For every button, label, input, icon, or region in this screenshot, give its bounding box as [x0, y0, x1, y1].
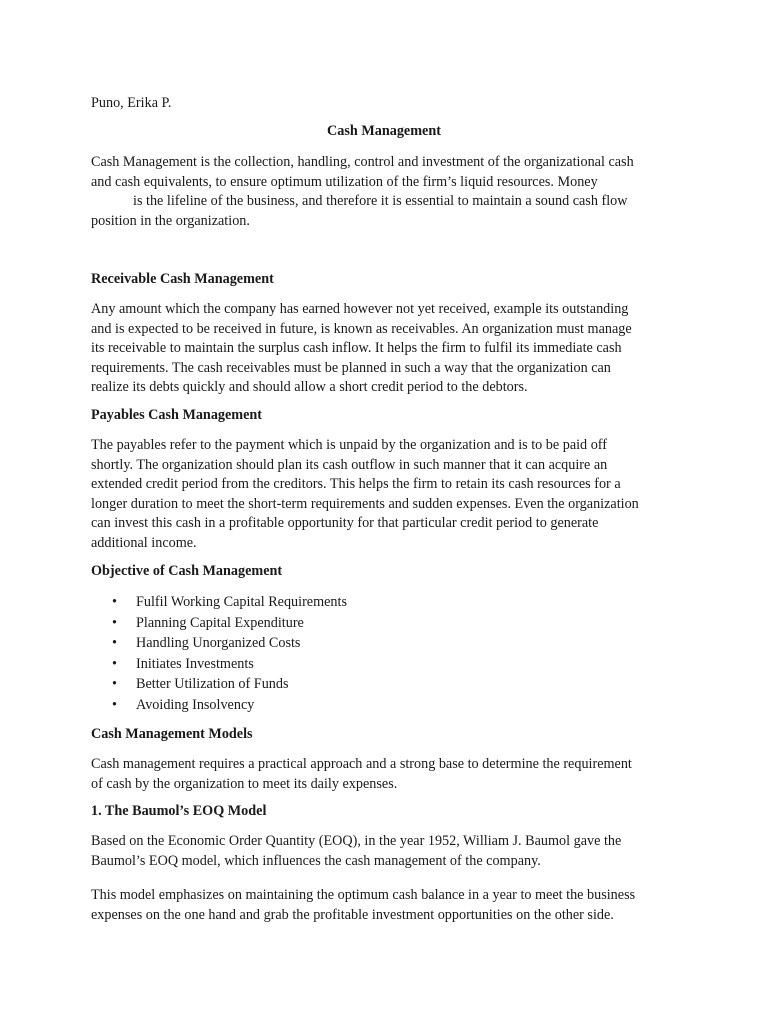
text-line: shortly. The organization should plan its cash outflow in such manner that it can acquire an: [91, 456, 608, 473]
section-heading-receivable: Receivable Cash Management: [91, 271, 274, 287]
bullet-icon: •: [112, 594, 117, 610]
section-heading-models: Cash Management Models: [91, 726, 253, 742]
payables-paragraph: [91, 436, 681, 553]
text-line: Baumol’s EOQ model, which influences the cash management of the company.: [91, 852, 541, 869]
text-line: its receivable to maintain the surplus cash inflow. It helps the firm to fulfil its immediate cash: [91, 340, 622, 356]
list-item: [91, 592, 681, 613]
text-line: Any amount which the company has earned however not yet received, example its outstanding: [91, 301, 629, 317]
text-line: Cash management requires a practical approach and a strong base to determine the requirement: [91, 756, 632, 772]
section-heading-payables: Payables Cash Management: [91, 407, 263, 423]
receivable-paragraph: [91, 300, 681, 398]
list-item: [91, 674, 681, 695]
text-line: expenses on the one hand and grab the profitable investment opportunities on the other side.: [91, 906, 614, 923]
list-item: [91, 613, 681, 634]
list-item: [91, 633, 681, 654]
author-name: Puno, Erika P.: [91, 95, 172, 111]
bullet-icon: •: [112, 676, 117, 692]
intro-paragraph: [91, 153, 681, 231]
text-line: [91, 192, 681, 212]
text-line: can invest this cash in a profitable opportunity for that particular credit period to generate: [91, 515, 599, 531]
bullet-icon: •: [112, 655, 117, 672]
list-item-label: Planning Capital Expenditure: [136, 614, 304, 631]
text-line: Cash Management is the collection, handling, control and investment of the organizational cash: [91, 154, 634, 170]
text-line-content: is the lifeline of the business, and therefore it is essential to maintain a sound cash flow: [133, 193, 628, 209]
section-heading-objective: Objective of Cash Management: [91, 563, 283, 579]
models-paragraph: [91, 755, 681, 794]
objective-list: [91, 592, 681, 715]
bullet-icon: •: [112, 614, 117, 631]
text-line: extended credit period from the creditors. This helps the firm to retain its cash resources for a: [91, 476, 621, 492]
document-title: Cash Management: [327, 123, 441, 139]
text-line: additional income.: [91, 534, 197, 551]
list-item-label: Better Utilization of Funds: [136, 676, 289, 692]
list-item: [91, 654, 681, 675]
text-line: Based on the Economic Order Quantity (EOQ), in the year 1952, William J. Baumol gave the: [91, 833, 622, 849]
text-line: This model emphasizes on maintaining the optimum cash balance in a year to meet the business: [91, 887, 636, 903]
text-line: longer duration to meet the short-term requirements and sudden expenses. Even the organization: [91, 495, 639, 512]
section-heading-baumol: 1. The Baumol’s EOQ Model: [91, 803, 267, 819]
text-line: and is expected to be received in future, is known as receivables. An organization must manage: [91, 320, 632, 337]
list-item-label: Initiates Investments: [136, 655, 254, 672]
bullet-icon: •: [112, 696, 117, 713]
list-item: [91, 695, 681, 716]
text-line: realize its debts quickly and should allow a short credit period to the debtors.: [91, 379, 528, 395]
text-line: of cash by the organization to meet its daily expenses.: [91, 775, 398, 792]
baumol-paragraph-2: [91, 886, 681, 925]
list-item-label: Handling Unorganized Costs: [136, 635, 301, 651]
text-line: position in the organization.: [91, 212, 250, 229]
text-line: requirements. The cash receivables must be planned in such a way that the organization can: [91, 359, 611, 376]
text-line: and cash equivalents, to ensure optimum utilization of the firm’s liquid resources. Money: [91, 173, 598, 190]
list-item-label: Fulfil Working Capital Requirements: [136, 594, 347, 610]
text-line: The payables refer to the payment which is unpaid by the organization and is to be paid off: [91, 437, 607, 453]
baumol-paragraph-1: [91, 832, 681, 871]
list-item-label: Avoiding Insolvency: [136, 696, 255, 713]
bullet-icon: •: [112, 635, 117, 651]
